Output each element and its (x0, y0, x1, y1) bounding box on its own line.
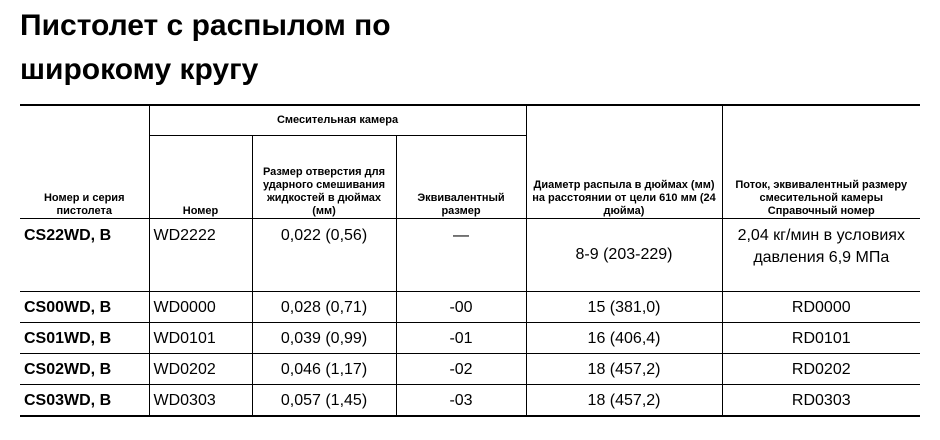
header-mixing-chamber: Смесительная камера (149, 105, 526, 136)
cell-equivalent: -01 (396, 323, 526, 354)
cell-orifice: 0,022 (0,56) (252, 219, 396, 292)
cell-model: CS22WD, B (20, 219, 149, 292)
header-number: Номер (149, 136, 252, 219)
cell-number: WD0303 (149, 385, 252, 417)
cell-orifice: 0,057 (1,45) (252, 385, 396, 417)
cell-orifice: 0,039 (0,99) (252, 323, 396, 354)
cell-orifice: 0,028 (0,71) (252, 292, 396, 323)
cell-orifice: 0,046 (1,17) (252, 354, 396, 385)
cell-model: CS01WD, B (20, 323, 149, 354)
table-row (20, 323, 920, 354)
cell-number: WD0202 (149, 354, 252, 385)
table-header-row-1 (20, 105, 920, 136)
header-equivalent-size: Эквивалентный размер (396, 136, 526, 219)
page-title (20, 4, 540, 92)
table-row (20, 292, 920, 323)
table-row (20, 219, 920, 292)
cell-model: CS00WD, B (20, 292, 149, 323)
page-title-line-1: Пистолет с распылом по (20, 9, 391, 42)
header-orifice-size: Размер отверстия для ударного смешивания жидкостей в дюймах (мм) (252, 136, 396, 219)
cell-diameter: 16 (406,4) (526, 323, 722, 354)
cell-diameter: 18 (457,2) (526, 385, 722, 417)
cell-flow: RD0000 (722, 292, 920, 323)
table-row (20, 385, 920, 417)
cell-number: WD2222 (149, 219, 252, 292)
cell-equivalent: -02 (396, 354, 526, 385)
spray-gun-spec-table (20, 104, 920, 417)
cell-number: WD0101 (149, 323, 252, 354)
page-title-line-2: широкому кругу (20, 53, 259, 86)
cell-model: CS02WD, B (20, 354, 149, 385)
header-flow-reference: Поток, эквивалентный размеру смесительной камеры Справочный номер (722, 105, 920, 219)
header-spray-diameter: Диаметр распыла в дюймах (мм) на расстоянии от цели 610 мм (24 дюйма) (526, 105, 722, 219)
header-gun-series: Номер и серия пистолета (20, 105, 149, 219)
cell-flow: RD0202 (722, 354, 920, 385)
cell-model: CS03WD, B (20, 385, 149, 417)
table-row (20, 354, 920, 385)
cell-equivalent: -00 (396, 292, 526, 323)
cell-diameter: 8-9 (203-229) (526, 219, 722, 292)
cell-equivalent: -03 (396, 385, 526, 417)
cell-number: WD0000 (149, 292, 252, 323)
cell-diameter: 18 (457,2) (526, 354, 722, 385)
cell-flow: 2,04 кг/мин в условиях давления 6,9 МПа (722, 219, 920, 292)
cell-flow: RD0101 (722, 323, 920, 354)
cell-flow: RD0303 (722, 385, 920, 417)
cell-equivalent: — (396, 219, 526, 292)
cell-diameter: 15 (381,0) (526, 292, 722, 323)
